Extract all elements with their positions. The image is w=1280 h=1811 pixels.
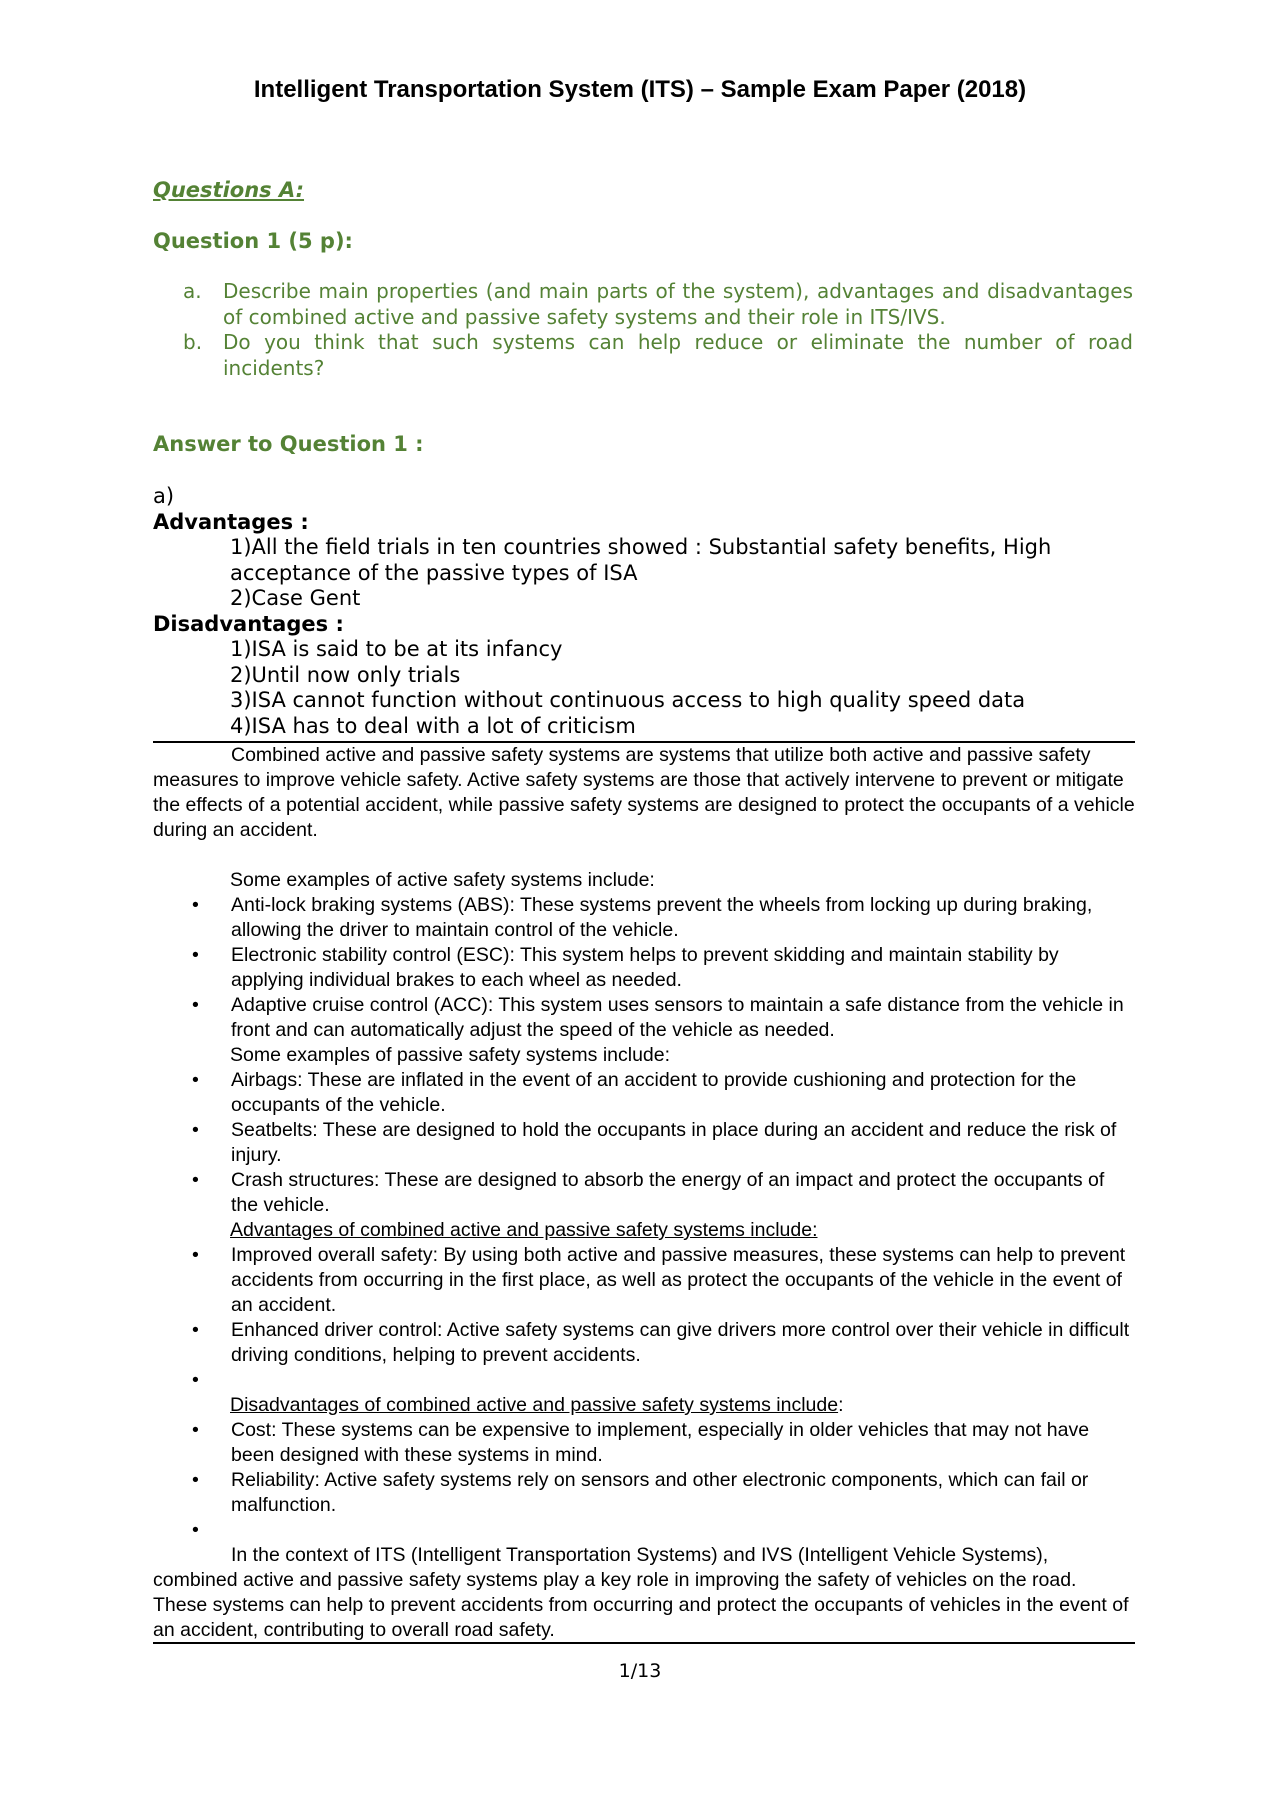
list-item: [153, 1068, 1135, 1118]
advantages-combined-heading: Advantages of combined active and passive safety systems include:: [230, 1219, 818, 1241]
disadvantage-item: 2)Until now only trials: [230, 662, 461, 687]
question-item-label: a.: [183, 279, 202, 303]
bullet-icon: •: [192, 944, 199, 966]
spacer: [153, 843, 1135, 868]
list-item-empty: [153, 1518, 1135, 1543]
advantages-heading: Advantages :: [153, 509, 309, 534]
list-item-text: Improved overall safety: By using both active and passive measures, these systems can help to prevent accidents from occurring in the first place, as well as protect the occupants of the vehicle in the event of an accident.: [231, 1244, 1126, 1316]
list-item-text: Seatbelts: These are designed to hold the occupants in place during an accident and reduce the risk of injury.: [231, 1119, 1117, 1166]
bullet-icon: •: [192, 1169, 199, 1191]
list-item: [153, 1418, 1135, 1468]
disadvantages-combined-heading-text: Disadvantages of combined active and passive safety systems include: [230, 1394, 839, 1416]
list-item-empty: [153, 1368, 1135, 1393]
list-item-text: Cost: These systems can be expensive to implement, especially in older vehicles that may not have been designed with these systems in mind.: [231, 1419, 1090, 1466]
questions-heading: Questions A:: [153, 178, 305, 202]
bullet-icon: •: [192, 1119, 199, 1141]
question-item: [153, 279, 1133, 330]
list-item-text: Reliability: Active safety systems rely on sensors and other electronic components, which can fail or malfunction.: [231, 1469, 1089, 1516]
list-item: [153, 1318, 1135, 1368]
question-1-heading: Question 1 (5 p):: [153, 229, 353, 253]
question-item-label: b.: [183, 330, 203, 354]
horizontal-rule-bottom: [153, 1642, 1135, 1644]
list-item: [153, 943, 1135, 993]
list-item: [153, 893, 1135, 943]
disadvantages-combined-heading: [153, 1393, 1135, 1418]
question-item-text: Describe main properties (and main parts of the system), advantages and disadvantages of combined active and passive safety systems and their role in ITS/IVS.: [223, 279, 1133, 329]
question-item-text: Do you think that such systems can help reduce or eliminate the number of road incidents?: [223, 330, 1133, 380]
disadvantages-heading: Disadvantages :: [153, 611, 344, 636]
bullet-icon: •: [192, 1244, 199, 1266]
advantage-item: 2)Case Gent: [230, 586, 361, 610]
bullet-icon: •: [192, 894, 199, 916]
bullet-icon: •: [192, 1319, 199, 1341]
bullet-icon: •: [192, 1469, 199, 1491]
disadvantage-item: 4)ISA has to deal with a lot of criticism: [230, 713, 636, 738]
list-item-text: Electronic stability control (ESC): This system helps to prevent skidding and maintain stability by applying individual brakes to each wheel as needed.: [231, 944, 1059, 991]
question-1-list: [153, 279, 1133, 381]
disadvantage-item: 3)ISA cannot function without continuous access to high quality speed data: [230, 688, 1026, 712]
list-item: [153, 993, 1135, 1043]
bullet-icon: •: [192, 1069, 199, 1091]
heading-colon: :: [838, 1394, 844, 1416]
bullet-icon: •: [192, 1419, 199, 1441]
list-item: [153, 1468, 1135, 1518]
active-examples-heading: Some examples of active safety systems include:: [230, 869, 655, 891]
bullet-icon: •: [192, 1519, 199, 1541]
answer-summary: [153, 484, 1135, 739]
list-item: [153, 1118, 1135, 1168]
question-item: [153, 330, 1133, 381]
answer-heading: Answer to Question 1 :: [153, 432, 424, 456]
disadvantage-item: 1)ISA is said to be at its infancy: [230, 637, 563, 661]
passive-examples-heading: Some examples of passive safety systems include:: [230, 1044, 671, 1066]
conclusion-paragraph: In the context of ITS (Intelligent Transportation Systems) and IVS (Intelligent Vehicle Systems), combined active and passive safety systems play a key role in improving the safety of vehicles on the road. These systems can help to prevent accidents from occurring and protect the occupants of vehicles in the event of an accident, contributing to overall road safety.: [153, 1544, 1129, 1641]
list-item-text: Airbags: These are inflated in the event of an accident to provide cushioning and protection for the occupants of the vehicle.: [231, 1069, 1077, 1116]
list-item-text: Crash structures: These are designed to absorb the energy of an impact and protect the occupants of the vehicle.: [231, 1169, 1105, 1216]
bullet-icon: •: [192, 994, 199, 1016]
intro-paragraph: Combined active and passive safety systems are systems that utilize both active and passive safety measures to improve vehicle safety. Active safety systems are those that actively intervene to prevent or mitigate the effects of a potential accident, while passive safety systems are designed to protect the occupants of a vehicle during an accident.: [153, 744, 1135, 841]
advantage-item: 1)All the field trials in ten countries showed : Substantial safety benefits, High acceptance of the passive types of ISA: [230, 535, 1052, 585]
list-item: [153, 1243, 1135, 1318]
page-title: Intelligent Transportation System (ITS) – Sample Exam Paper (2018): [253, 76, 1027, 103]
list-item-text: Enhanced driver control: Active safety systems can give drivers more control over their vehicle in difficult driving conditions, helping to prevent accidents.: [231, 1319, 1130, 1366]
answer-part-label: a): [153, 484, 175, 508]
list-item-text: Anti-lock braking systems (ABS): These systems prevent the wheels from locking up during braking, allowing the driver to maintain control of the vehicle.: [231, 894, 1093, 941]
list-item: [153, 1168, 1135, 1218]
bullet-icon: •: [192, 1369, 199, 1391]
page-number: 1/13: [618, 1660, 662, 1682]
answer-body: [153, 743, 1135, 1643]
list-item-text: Adaptive cruise control (ACC): This system uses sensors to maintain a safe distance from the vehicle in front and can automatically adjust the speed of the vehicle as needed.: [231, 994, 1124, 1041]
